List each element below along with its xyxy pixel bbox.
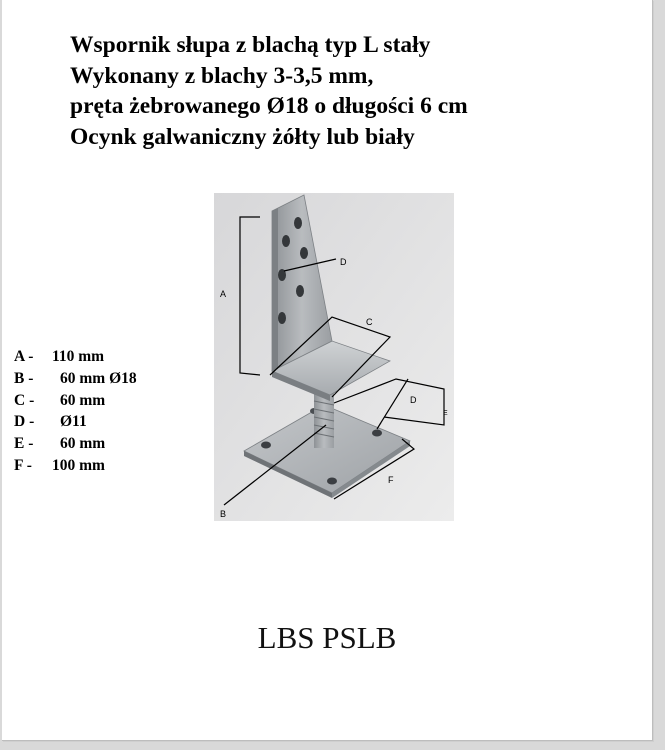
heading-line-rod: pręta żebrowanego Ø18 o długości 6 cm [70,93,468,119]
dimension-value: Ø11 [60,413,87,431]
heading-line-material: Wykonany z blachy 3-3,5 mm, [70,62,374,89]
dimension-value: 60 mm [60,391,106,409]
label-d-top: D [340,257,347,267]
dimension-key: D - [14,413,35,431]
model-code: LBS PSLB [257,620,397,655]
dimension-key: C - [14,391,35,409]
dimension-value: 60 mm [60,435,106,453]
dimension-value: 100 mm [52,456,105,474]
dimension-row-d [14,411,214,433]
product-heading [70,30,650,152]
dimension-row-e [14,433,214,455]
dimension-row-f [14,455,214,477]
heading-line-title: Wspornik słupa z blachą typ L stały [70,32,431,58]
document-page [2,0,653,741]
dimension-key: F - [14,456,32,474]
dimension-key: A - [14,348,34,365]
label-e: E [443,410,448,417]
label-a: A [220,289,227,299]
label-b: B [220,509,227,519]
dimension-key: E - [14,435,34,453]
dimension-list [14,346,214,477]
dimension-row-c [14,390,214,412]
heading-line-coating: Ocynk galwaniczny żółty lub biały [70,123,415,150]
label-f: F [388,475,394,485]
dimension-value: 60 mm Ø18 [60,369,137,387]
label-c: C [366,317,373,327]
bracket-photo [214,193,454,521]
label-d-plate: D [410,395,417,405]
dimension-key: B - [14,369,34,387]
dimension-row-b [14,368,214,390]
dimension-value: 110 mm [52,348,105,365]
dimension-row-a [14,346,214,368]
